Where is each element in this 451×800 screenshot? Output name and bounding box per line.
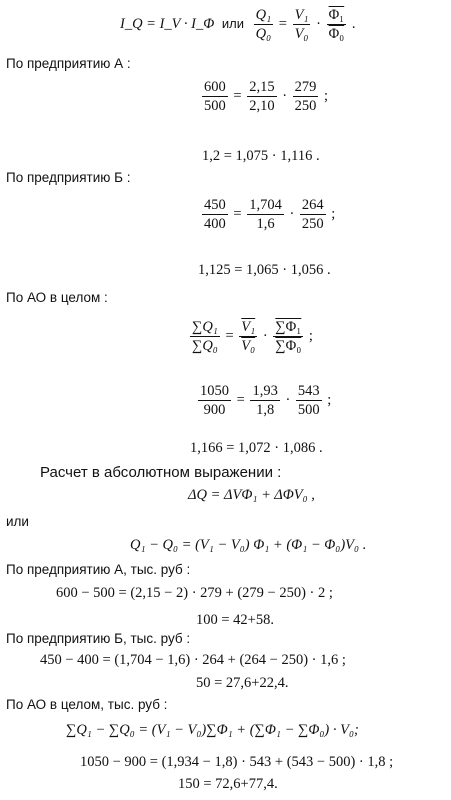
calc-abs-ao: 1050 − 900 = (1,934 − 1,8) · 543 + (543 − 500) · 1,8 ; bbox=[80, 754, 394, 770]
ratio-enterprise-b: $\frac{450}{400}$ = $\frac{1,704}{1,6}$ · $\frac{264}{250}$ ; bbox=[204, 197, 336, 232]
calc-abs-enterprise-a: 600 − 500 = (2,15 − 2) · 279 + (279 − 250) · 2 ; bbox=[56, 585, 333, 601]
fraction-v: $\frac{\text{V₁}}{\text{V₀}}$ bbox=[294, 7, 309, 42]
result-enterprise-a: 1,2 = 1,075 · 1,116 . bbox=[202, 148, 320, 164]
label-abs-ao-total: По АО в целом, тыс. руб : bbox=[6, 697, 168, 712]
label-ao-total: По АО в целом : bbox=[6, 290, 108, 305]
result-enterprise-b: 1,125 = 1,065 · 1,056 . bbox=[198, 262, 331, 278]
index-formula: I_Q = I_V · I_Φ или $\frac{\text{Q₁}}{\text{Q₀}}$ = $\frac{\text{V₁}}{\text{V₀}}$ · $\frac{\text{Φ₁}}{\text{Φ₀}}$ . bbox=[120, 7, 356, 42]
ratio-ao-symbolic: $\frac{\text{∑Q₁}}{\text{∑Q₀}}$ = $\frac{\text{V₁}}{\text{V₀}}$ · $\frac{\text{∑Φ₁}}{\text{∑Φ₀}}$ ; bbox=[192, 319, 313, 354]
result-abs-enterprise-a: 100 = 42+58. bbox=[196, 612, 274, 628]
result-abs-enterprise-b: 50 = 27,6+22,4. bbox=[196, 675, 289, 691]
label-enterprise-b: По предприятию Б : bbox=[6, 170, 131, 185]
formula-absolute-delta: ΔQ = ΔVΦ₁ + ΔΦV₀ , bbox=[188, 487, 315, 503]
ratio-ao-numeric: $\frac{1050}{900}$ = $\frac{1,93}{1,8}$ · $\frac{543}{500}$ ; bbox=[200, 383, 332, 418]
label-or: или bbox=[6, 514, 29, 529]
heading-absolute: Расчет в абсолютном выражении : bbox=[40, 464, 282, 481]
formula-or: или bbox=[221, 15, 244, 31]
formula-absolute-expanded: Q₁ − Q₀ = (V₁ − V₀) Φ₁ + (Φ₁ − Φ₀)V₀ . bbox=[130, 537, 367, 553]
result-ao-total: 1,166 = 1,072 · 1,086 . bbox=[190, 440, 323, 456]
label-abs-enterprise-b: По предприятию Б, тыс. руб : bbox=[6, 631, 191, 646]
formula-abs-ao: ∑Q₁ − ∑Q₀ = (V₁ − V₀)∑Φ₁ + (∑Φ₁ − ∑Φ₀) · V₀; bbox=[66, 722, 359, 738]
calc-abs-enterprise-b: 450 − 400 = (1,704 − 1,6) · 264 + (264 − 250) · 1,6 ; bbox=[40, 652, 346, 668]
fraction-f: $\frac{\text{Φ₁}}{\text{Φ₀}}$ bbox=[328, 7, 345, 42]
ratio-enterprise-a: $\frac{600}{500}$ = $\frac{2,15}{2,10}$ · $\frac{279}{250}$ ; bbox=[204, 79, 329, 114]
result-abs-ao: 150 = 72,6+77,4. bbox=[178, 776, 278, 792]
label-abs-enterprise-a: По предприятию А, тыс. руб : bbox=[6, 562, 191, 577]
fraction-q: $\frac{\text{Q₁}}{\text{Q₀}}$ bbox=[255, 7, 272, 42]
formula-lhs: I_Q = I_V · I_Φ bbox=[120, 15, 215, 32]
label-enterprise-a: По предприятию А : bbox=[6, 56, 131, 71]
